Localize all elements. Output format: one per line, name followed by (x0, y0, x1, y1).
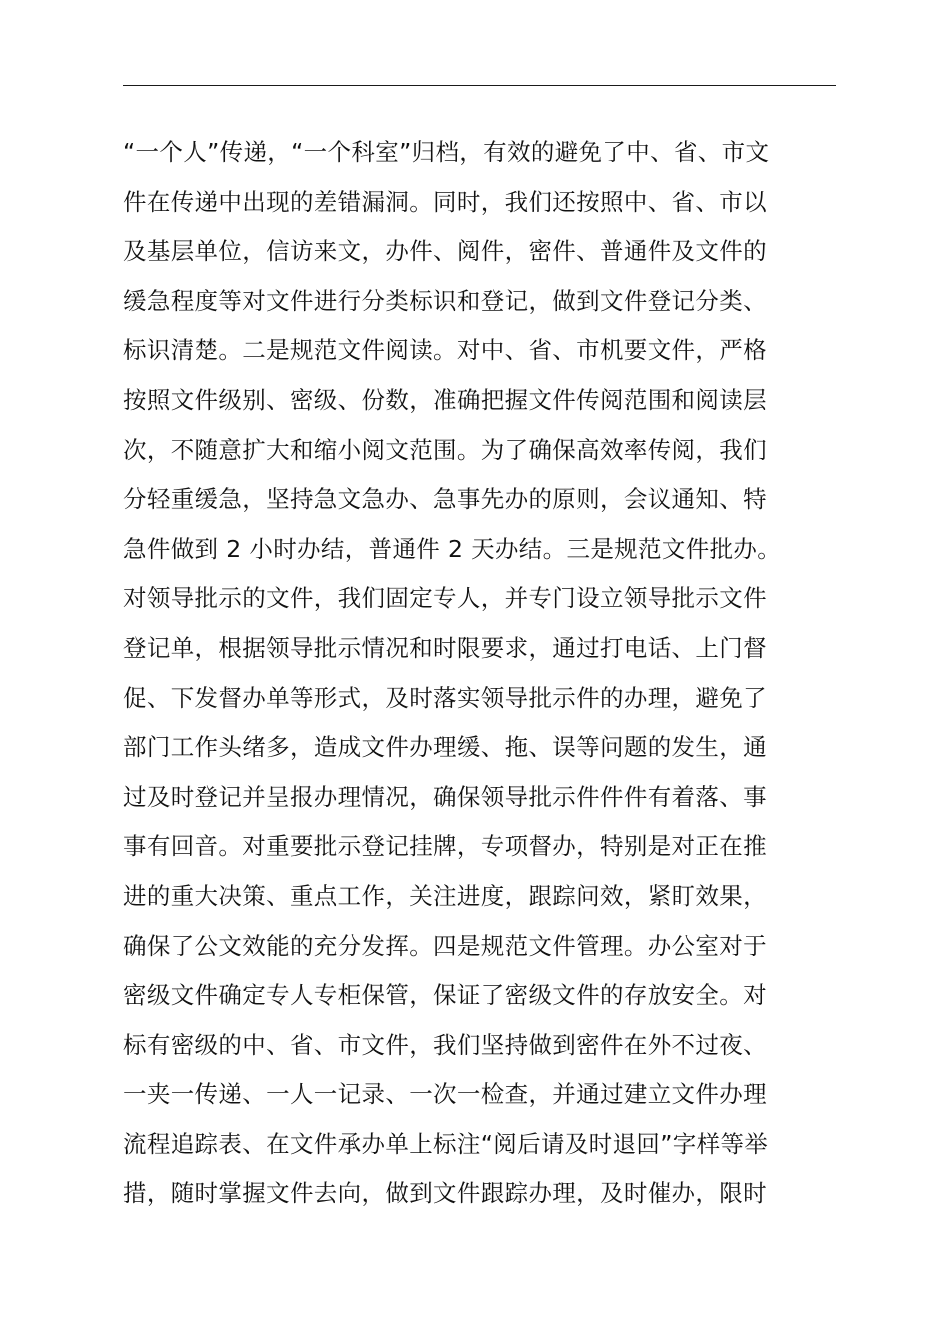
text-line: 急件做到 2 小时办结，普通件 2 天办结。三是规范文件批办。 (123, 534, 782, 563)
header-divider (123, 85, 836, 86)
text-line: 措，随时掌握文件去向，做到文件跟踪办理，及时催办，限时 (123, 1179, 767, 1208)
body-paragraph (123, 128, 843, 1219)
text-line: 过及时登记并呈报办理情况，确保领导批示件件件有着落、事 (123, 782, 767, 811)
text-line: 进的重大决策、重点工作，关注进度，跟踪问效，紧盯效果， (123, 881, 767, 910)
text-line: 一夹一传递、一人一记录、一次一检查，并通过建立文件办理 (123, 1080, 767, 1109)
text-line: 分轻重缓急，坚持急文急办、急事先办的原则，会议通知、特 (123, 485, 767, 514)
text-line: 确保了公文效能的充分发挥。四是规范文件管理。办公室对于 (123, 931, 767, 960)
text-line: 按照文件级别、密级、份数，准确把握文件传阅范围和阅读层 (123, 385, 767, 414)
text-line: 缓急程度等对文件进行分类标识和登记，做到文件登记分类、 (123, 286, 767, 315)
text-line: 促、下发督办单等形式，及时落实领导批示件的办理，避免了 (123, 683, 767, 712)
text-line: “一个人”传递，“一个科室”归档，有效的避免了中、省、市文 (123, 138, 770, 166)
text-line: 对领导批示的文件，我们固定专人，并专门设立领导批示文件 (123, 584, 767, 613)
text-line: 部门工作头绪多，造成文件办理缓、拖、误等问题的发生，通 (123, 733, 767, 762)
text-line: 次，不随意扩大和缩小阅文范围。为了确保高效率传阅，我们 (123, 435, 767, 464)
text-line: 登记单，根据领导批示情况和时限要求，通过打电话、上门督 (123, 633, 767, 662)
text-line: 流程追踪表、在文件承办单上标注“阅后请及时退回”字样等举 (123, 1129, 769, 1158)
text-line: 标有密级的中、省、市文件，我们坚持做到密件在外不过夜、 (123, 1030, 767, 1059)
text-line: 件在传递中出现的差错漏洞。同时，我们还按照中、省、市以 (123, 187, 767, 216)
text-line: 及基层单位，信访来文，办件、阅件，密件、普通件及文件的 (123, 237, 767, 266)
text-line: 密级文件确定专人专柜保管，保证了密级文件的存放安全。对 (123, 981, 767, 1010)
text-line: 标识清楚。二是规范文件阅读。对中、省、市机要文件，严格 (123, 336, 767, 365)
text-line: 事有回音。对重要批示登记挂牌，专项督办，特别是对正在推 (123, 832, 767, 861)
